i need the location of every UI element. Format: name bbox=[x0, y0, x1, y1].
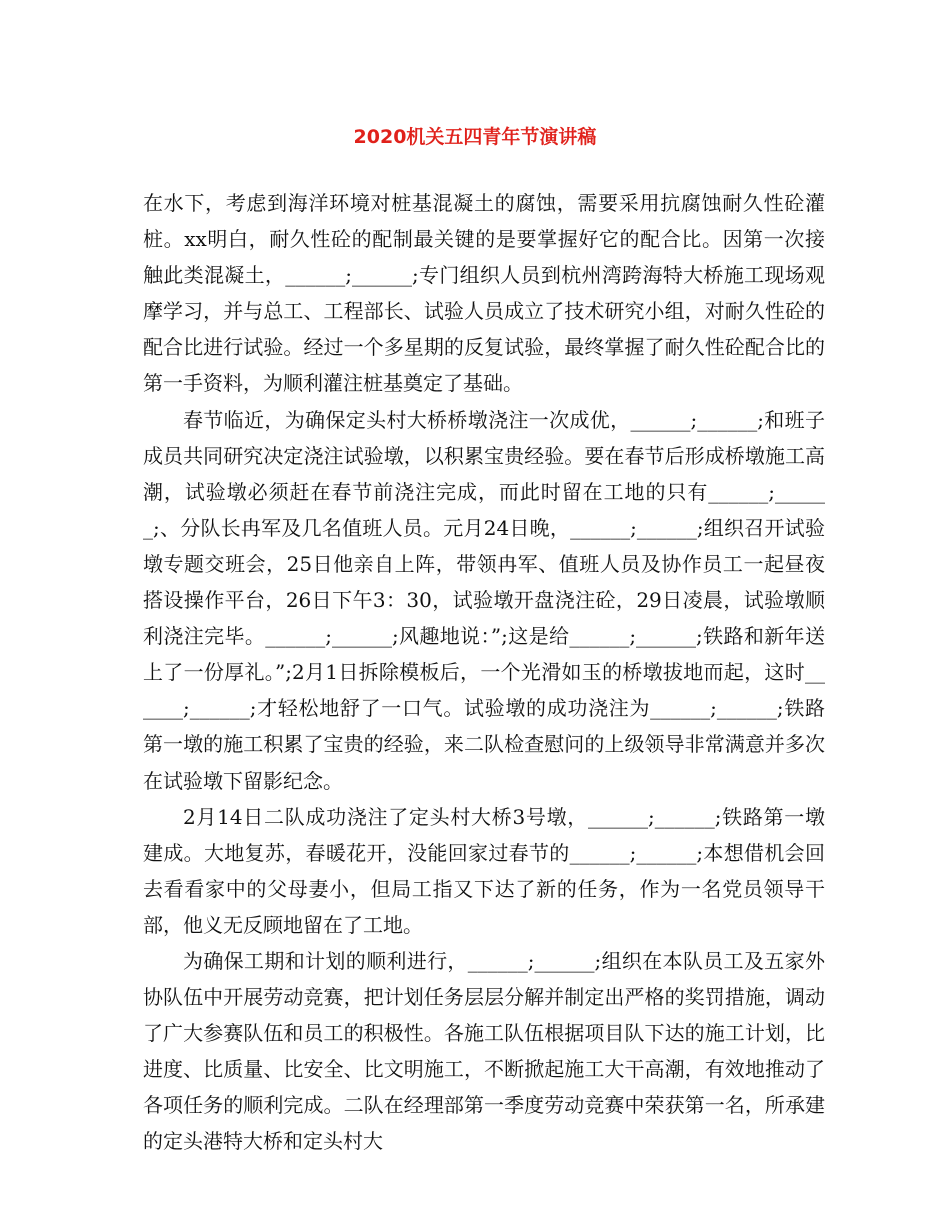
paragraph-4: 为确保工期和计划的顺利进行，______;______;组织在本队员工及五家外协队伍中开展劳动竞赛，把计划任务层层分解并制定出严格的奖罚措施，调动了广大参赛队伍和员工的积极性。各施工队伍根据项目队下达的施工计划，比进度、比质量、比安全、比文明施工，不断掀起施工大干高潮，有效地推动了各项任务的顺利完成。二队在经理部第一季度劳动竞赛中荣获第一名，所承建的定头港特大桥和定头村大 bbox=[143, 948, 825, 1154]
document-title: 2020机关五四青年节演讲稿 bbox=[353, 126, 597, 148]
paragraph-2: 春节临近，为确保定头村大桥桥墩浇注一次成优，______;______;和班子成员共同研究决定浇注试验墩，以积累宝贵经验。要在春节后形成桥墩施工高潮，试验墩必须赶在春节前浇注完成，而此时留在工地的只有______;______;、分队长冉军及几名值班人员。元月24日晚，______;______;组织召开试验墩专题交班会，25日他亲自上阵，带领冉军、值班人员及协作员工一起昼夜搭设操作平台，26日下午3：30，试验墩开盘浇注砼，29日凌晨，试验墩顺利浇注完毕。______;______;风趣地说：”;这是给______;______;铁路和新年送上了一份厚礼。”;2月1日拆除模板后，一个光滑如玉的桥墩拔地而起，这时______;______;才轻松地舒了一口气。试验墩的成功浇注为______;______;铁路第一墩的施工积累了宝贵的经验，来二队检查慰问的上级领导非常满意并多次在试验墩下留影纪念。 bbox=[143, 407, 825, 793]
paragraph-1: 在水下，考虑到海洋环境对桩基混凝土的腐蚀，需要采用抗腐蚀耐久性砼灌桩。xx明白，耐久性砼的配制最关键的是要掌握好它的配合比。因第一次接触此类混凝土，______;______;专门组织人员到杭州湾跨海特大桥施工现场观摩学习，并与总工、工程部长、试验人员成立了技术研究小组，对耐久性砼的配合比进行试验。经过一个多星期的反复试验，最终掌握了耐久性砼配合比的第一手资料，为顺利灌注桩基奠定了基础。 bbox=[143, 191, 825, 396]
paragraph-3: 2月14日二队成功浇注了定头村大桥3号墩，______;______;铁路第一墩建成。大地复苏，春暖花开，没能回家过春节的______;______;本想借机会回去看看家中的父母妻小，但局工指又下达了新的任务，作为一名党员领导干部，他义无反顾地留在了工地。 bbox=[143, 804, 825, 937]
document-body bbox=[143, 185, 825, 1160]
